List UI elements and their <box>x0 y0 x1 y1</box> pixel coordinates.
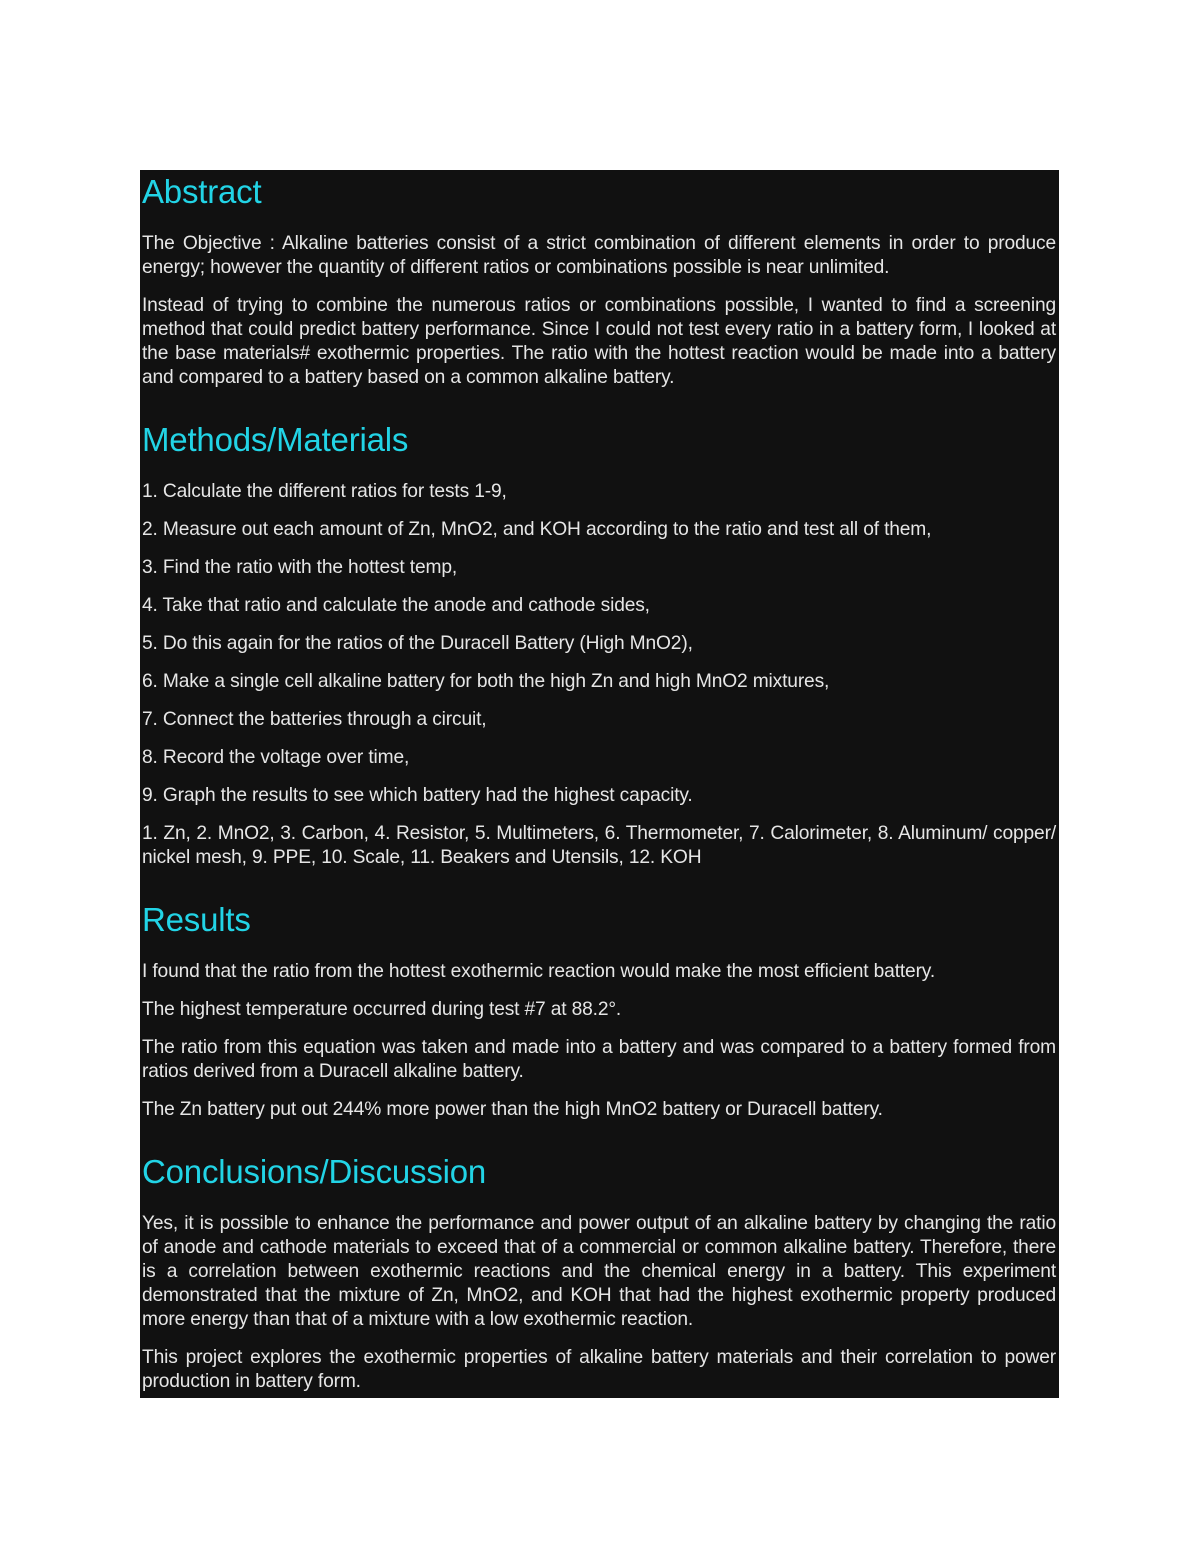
method-step: 5. Do this again for the ratios of the Duracell Battery (High MnO2), <box>142 633 693 654</box>
materials-list: 1. Zn, 2. MnO2, 3. Carbon, 4. Resistor, 5. Multimeters, 6. Thermometer, 7. Calorimeter, 8. Aluminum/ copper/ nickel mesh, 9. PPE, 10. Scale, 11. Beakers and Utensils, 12. KOH <box>142 823 1056 868</box>
abstract-heading: Abstract <box>142 173 262 210</box>
method-step: 8. Record the voltage over time, <box>142 747 410 768</box>
results-paragraph: I found that the ratio from the hottest exothermic reaction would make the most efficient battery. <box>142 961 936 982</box>
document-panel <box>140 170 1059 1398</box>
method-step: 1. Calculate the different ratios for tests 1-9, <box>142 481 507 502</box>
method-step: 4. Take that ratio and calculate the anode and cathode sides, <box>142 595 650 616</box>
results-paragraph: The highest temperature occurred during test #7 at 88.2°. <box>142 999 622 1020</box>
results-paragraph: The ratio from this equation was taken and made into a battery and was compared to a battery formed from ratios derived from a Duracell alkaline battery. <box>142 1037 1056 1082</box>
abstract-objective-paragraph: The Objective : Alkaline batteries consist of a strict combination of different elements in order to produce energy; however the quantity of different ratios or combinations possible is near unlimited. <box>142 233 1056 278</box>
methods-heading: Methods/Materials <box>142 421 409 458</box>
conclusions-paragraph: Yes, it is possible to enhance the performance and power output of an alkaline battery by changing the ratio of anode and cathode materials to exceed that of a commercial or common alkaline battery. Therefore, there is a correlation between exothermic reactions and the chemical energy in a battery. This experiment demonstrated that the mixture of Zn, MnO2, and KOH that had the highest exothermic property produced more energy than that of a mixture with a low exothermic reaction. <box>142 1213 1056 1330</box>
method-step: 9. Graph the results to see which battery had the highest capacity. <box>142 785 693 806</box>
method-step: 7. Connect the batteries through a circuit, <box>142 709 487 730</box>
method-step: 3. Find the ratio with the hottest temp, <box>142 557 458 578</box>
method-step: 6. Make a single cell alkaline battery for both the high Zn and high MnO2 mixtures, <box>142 671 830 692</box>
method-step: 2. Measure out each amount of Zn, MnO2, and KOH according to the ratio and test all of them, <box>142 519 932 540</box>
conclusions-heading: Conclusions/Discussion <box>142 1153 487 1190</box>
results-heading: Results <box>142 901 251 938</box>
conclusions-paragraph: This project explores the exothermic properties of alkaline battery materials and their correlation to power production in battery form. <box>142 1347 1056 1392</box>
results-paragraph: The Zn battery put out 244% more power than the high MnO2 battery or Duracell battery. <box>142 1099 883 1120</box>
abstract-approach-paragraph: Instead of trying to combine the numerous ratios or combinations possible, I wanted to find a screening method that could predict battery performance. Since I could not test every ratio in a battery form, I looked at the base materials# exothermic properties. The ratio with the hottest reaction would be made into a battery and compared to a battery based on a common alkaline battery. <box>142 295 1056 388</box>
